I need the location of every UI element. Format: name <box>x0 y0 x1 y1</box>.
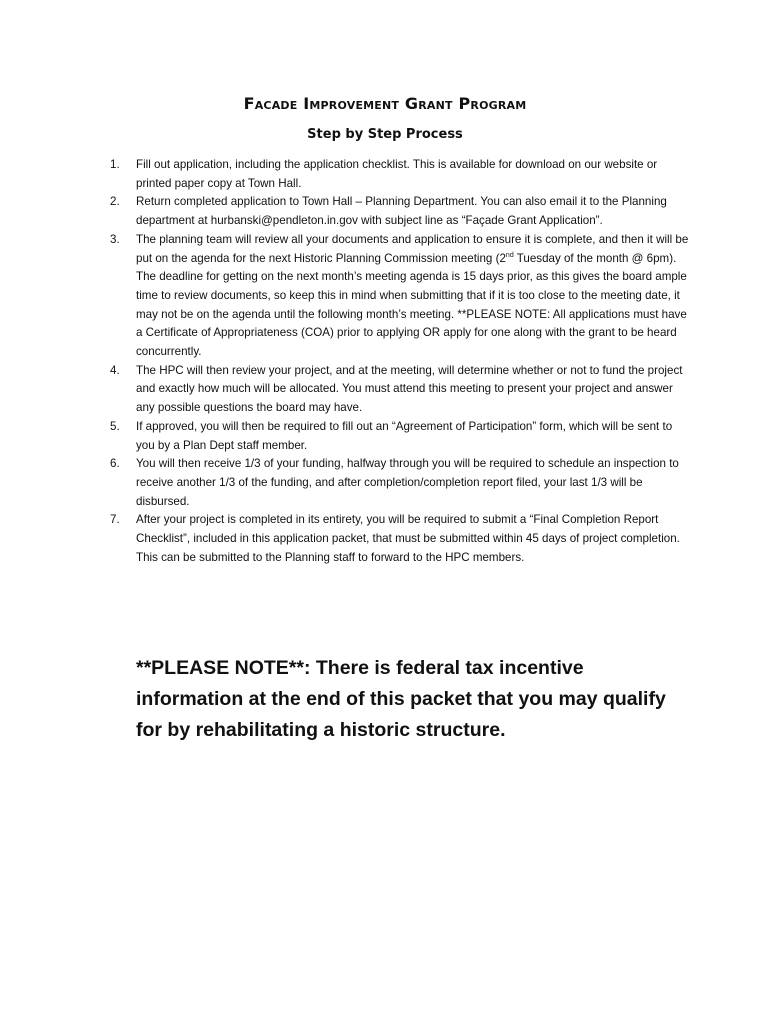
step-text: The HPC will then review your project, and at the meeting, will determine whether or not to fund the project and exactly how much will be allocated. You must attend this meeting to present your project and answer any possible questions the board may have. <box>136 363 683 415</box>
step-number: 5. <box>110 419 120 433</box>
step-item <box>110 455 690 511</box>
step-text: You will then receive 1/3 of your funding, halfway through you will be required to schedule an inspection to receive another 1/3 of the funding, and after completion/completion report filed, your last 1/3 will be disbursed. <box>136 457 679 508</box>
step-text: Return completed application to Town Hall – Planning Department. You can also email it to the Planning department at hurbanski@pendleton.in.gov with subject line as “Façade Grant Application”. <box>136 195 667 228</box>
tax-incentive-note <box>136 653 706 746</box>
step-item <box>110 231 690 362</box>
step-text-before: The planning team will review all your documents and application to ensure it is complete, and then it will be put on the agenda for the next Historic Planning Commission meeting (2 <box>136 232 689 265</box>
step-number: 1. <box>110 158 120 171</box>
note-line-3: for by rehabilitating a historic structure. <box>136 719 506 741</box>
step-text: After your project is completed in its entirety, you will be required to submit a “Final Completion Report Checklist”, included in this application packet, that must be submitted within 45 days of project completion. This can be submitted to the Planning staff to forward to the HPC members. <box>136 513 680 564</box>
note-line-1: **PLEASE NOTE**: There is federal tax incentive <box>136 657 584 679</box>
ordinal-suffix: nd <box>505 251 514 259</box>
step-text-after: Tuesday of the month @ 6pm). The deadline for getting on the next month’s meeting agenda is 15 days prior, as this gives the board ample time to review documents, so keep this in mind when submitting that if it is too close to the meeting date, it may not be on the agenda until the following month’s meeting. **PLEASE NOTE: All applications must have a Certificate of Appropriateness (COA) prior to applying OR apply for one along with the grant to be heard concurrently. <box>136 251 687 359</box>
steps-list <box>110 156 690 567</box>
step-text: If approved, you will then be required to fill out an “Agreement of Participation” form, which will be sent to you by a Plan Dept staff member. <box>136 419 673 452</box>
step-text <box>136 231 690 362</box>
step-item <box>110 418 690 455</box>
step-item <box>110 362 690 418</box>
step-number: 2. <box>110 195 120 209</box>
step-item <box>110 511 690 567</box>
note-line-2: information at the end of this packet that you may qualify <box>136 688 666 710</box>
step-text: Fill out application, including the application checklist. This is available for download on our website or printed paper copy at Town Hall. <box>136 158 658 190</box>
step-number: 6. <box>110 457 120 471</box>
step-number: 3. <box>110 232 120 246</box>
step-item <box>110 193 690 230</box>
step-item <box>110 156 690 193</box>
step-number: 7. <box>110 513 120 527</box>
document-subtitle: Step by Step Process <box>307 127 463 142</box>
step-number: 4. <box>110 363 120 377</box>
document-title: Facade Improvement Grant Program <box>243 94 527 113</box>
